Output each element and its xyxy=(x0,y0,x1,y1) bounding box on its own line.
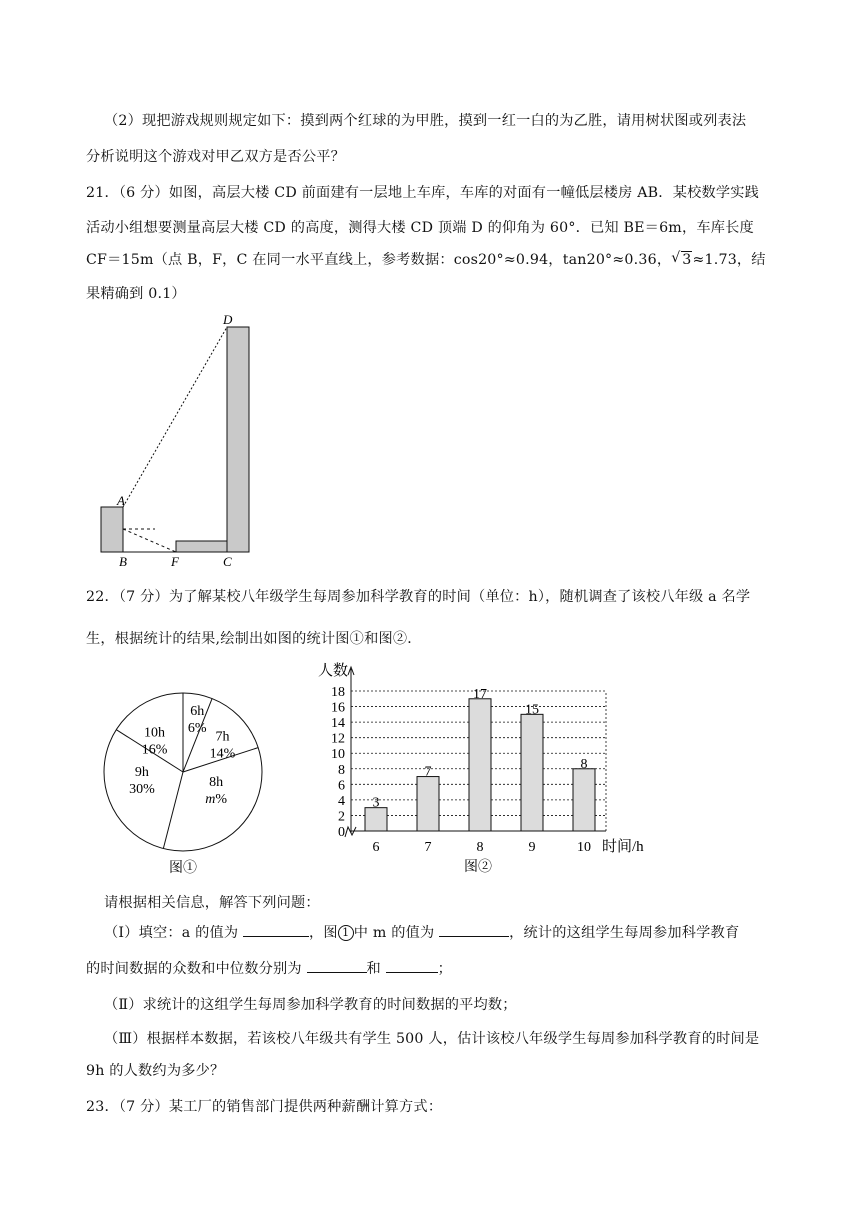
bar-chart xyxy=(318,655,658,880)
pie-slice-percent: 6% xyxy=(187,721,207,737)
bar-y-tick-label: 8 xyxy=(338,762,345,778)
figure1-ref: 1 xyxy=(338,925,354,941)
building-ab xyxy=(101,507,123,552)
bar-data-label: 15 xyxy=(525,702,539,718)
q21-line2: 活动小组想要测量高层大楼 CD 的高度，测得大楼 CD 顶端 D 的仰角为 60°．已知 BE＝6m，车库长度 xyxy=(86,220,754,236)
pie-slice-label: 6h xyxy=(190,704,205,720)
bar-data-label: 17 xyxy=(473,686,487,702)
q22-number: 22． xyxy=(86,589,119,605)
bar-x-tick-label: 10 xyxy=(577,840,591,855)
q22-part3-line2: 9h 的人数约为多少？ xyxy=(86,1063,225,1079)
q22-part3-line1: （Ⅲ）根据样本数据，若该校八年级共有学生 500 人，估计该校八年级学生每周参加科学教育的时间是 xyxy=(104,1031,760,1047)
bar-y-tick-label: 16 xyxy=(331,700,345,716)
label-a: A xyxy=(117,493,125,508)
q22-line2: 生，根据统计的结果,绘制出如图的统计图①和图②． xyxy=(86,631,422,647)
garage xyxy=(176,541,227,552)
bar-y-tick-label: 12 xyxy=(331,731,345,747)
pie-slice-label: 8h xyxy=(209,775,224,791)
building-figure xyxy=(95,308,260,570)
q21-number: 21． xyxy=(86,185,119,201)
bar-x-tick-label: 8 xyxy=(476,840,484,855)
bar-data-label: 7 xyxy=(424,764,432,780)
label-d: D xyxy=(223,312,233,327)
pie-slice-percent: 16% xyxy=(141,742,168,758)
label-c: C xyxy=(223,554,232,569)
bar-y-tick-label: 18 xyxy=(331,685,345,700)
label-b: B xyxy=(119,554,127,569)
q21-line1: 21．（6 分）如图，高层大楼 CD 前面建有一层地上车库，车库的对面有一幢低层楼房 AB．某校数学实践 xyxy=(86,185,760,201)
bar-6h xyxy=(365,808,387,831)
q20-part2-line1: （2）现把游戏规则规定如下：摸到两个红球的为甲胜，摸到一红一白的为乙胜，请用树状图或列表法 xyxy=(104,113,747,129)
answer-blank-a[interactable] xyxy=(243,922,309,937)
pie-chart xyxy=(92,672,292,882)
bar-y-tick-label: 14 xyxy=(331,716,345,732)
q20-part2-line2: 分析说明这个游戏对甲乙双方是否公平？ xyxy=(86,149,345,165)
sight-line-ad xyxy=(123,327,227,507)
pie-slice-percent: 30% xyxy=(129,781,155,797)
pie-slice-label: 10h xyxy=(144,725,166,741)
q22-prompt: 请根据相关信息，解答下列问题： xyxy=(104,895,320,911)
bar-y-tick-label: 0 xyxy=(338,825,345,840)
q22-part1-line2: 的时间数据的众数和中位数分别为 和 ； xyxy=(86,958,452,978)
pie-slice-percent: m% xyxy=(205,792,228,808)
q22-line1: 22．（7 分）为了解某校八年级学生每周参加科学教育的时间（单位：h），随机调查了该校八年级 a 名学 xyxy=(86,589,751,605)
q22-part1-line1: （Ⅰ）填空：a 的值为 ，图 1 中 m 的值为 ，统计的这组学生每周参加科学教育 xyxy=(104,922,739,942)
bar-y-tick-label: 2 xyxy=(338,809,345,825)
pie-slice-label: 7h xyxy=(215,729,230,745)
bar-data-label: 8 xyxy=(580,756,588,772)
bar-y-tick-label: 6 xyxy=(338,778,345,794)
pie-caption: 图① xyxy=(169,861,197,876)
answer-blank-median[interactable] xyxy=(386,958,438,973)
sqrt-symbol: √ 3 xyxy=(671,252,692,268)
pie-slice-label: 9h xyxy=(134,764,149,780)
bar-7h xyxy=(417,777,439,831)
bar-y-axis-label: 人数 xyxy=(318,663,349,679)
q23-number: 23． xyxy=(86,1099,119,1115)
bar-x-axis-label: 时间/h xyxy=(602,839,644,855)
bar-x-tick-label: 7 xyxy=(424,840,432,855)
pie-slice-percent: 14% xyxy=(209,746,236,762)
tower-cd xyxy=(227,327,249,552)
bar-10h xyxy=(573,769,595,831)
bar-data-label: 3 xyxy=(372,795,380,811)
q22-part2: （Ⅱ）求统计的这组学生每周参加科学教育的时间数据的平均数； xyxy=(104,997,517,1013)
answer-blank-mode[interactable] xyxy=(307,958,367,973)
label-f: F xyxy=(171,554,179,569)
bar-y-tick-label: 10 xyxy=(331,747,345,763)
answer-blank-m[interactable] xyxy=(439,922,509,937)
bar-x-tick-label: 6 xyxy=(372,840,380,855)
bar-y-tick-label: 4 xyxy=(338,793,345,809)
q21-line4: 果精确到 0.1） xyxy=(86,286,186,302)
q21-line3: CF＝15m（点 B，F，C 在同一水平直线上，参考数据：cos20°≈0.94，tan20°≈0.36，√ 3≈1.73，结 xyxy=(86,249,766,269)
sight-line-f xyxy=(123,529,176,552)
bar-caption: 图② xyxy=(464,860,492,875)
bar-x-tick-label: 9 xyxy=(528,840,536,855)
q23-line1: 23．（7 分）某工厂的销售部门提供两种薪酬计算方式： xyxy=(86,1099,443,1115)
bar-8h xyxy=(469,699,491,831)
bar-9h xyxy=(521,714,543,831)
